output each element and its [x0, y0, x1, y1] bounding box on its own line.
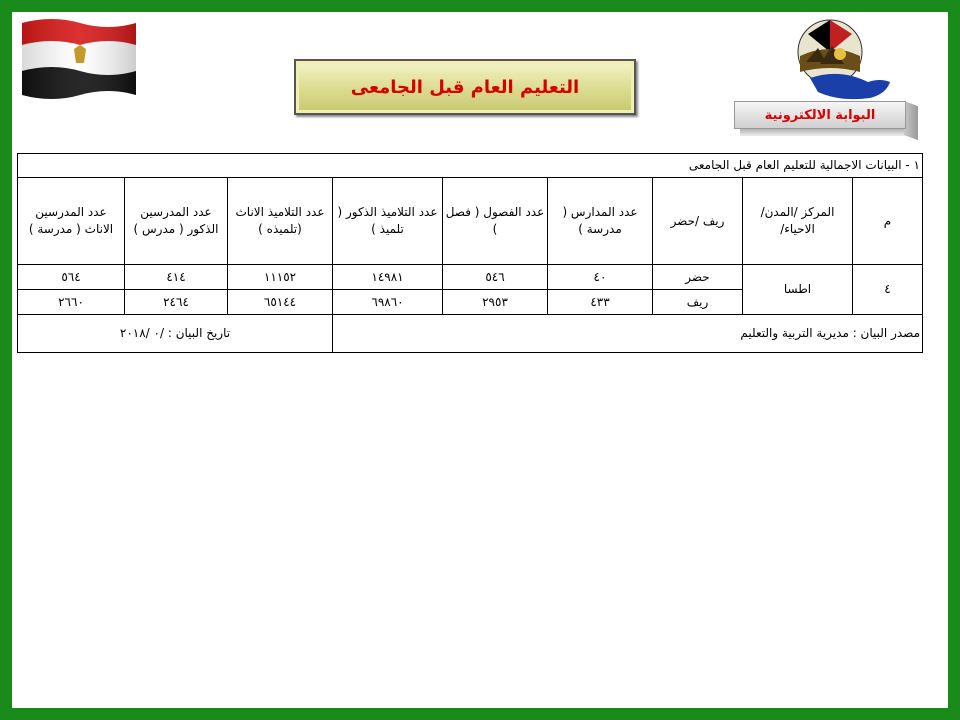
egypt-flag-icon [18, 15, 138, 99]
portal-label: البوابة الالكترونية [764, 107, 876, 123]
cell-area: ريف [653, 290, 743, 315]
header-m: م [853, 177, 923, 265]
cell-students-male: ١٤٩٨١ [333, 265, 443, 290]
data-source: مصدر البيان : مديرية التربية والتعليم [333, 315, 923, 353]
section-title: ١ - البيانات الاجمالية للتعليم العام قبل الجامعى [18, 154, 923, 178]
page-title: التعليم العام قبل الجامعى [350, 76, 580, 98]
cell-students-female: ٦٥١٤٤ [228, 290, 333, 315]
cell-area: حضر [653, 265, 743, 290]
header-center: المركز /المدن/الاحياء/ [743, 177, 853, 265]
table-row [18, 265, 923, 290]
cell-teachers-female: ٥٦٤ [18, 265, 125, 290]
cell-students-male: ٦٩٨٦٠ [333, 290, 443, 315]
portal-badge-shadow [740, 128, 918, 136]
header-teachers-male: عدد المدرسين الذكور ( مدرس ) [125, 177, 228, 265]
page-title-box [294, 59, 636, 115]
cell-schools: ٤٠ [548, 265, 653, 290]
header-teachers-female: عدد المدرسين الاناث ( مدرسة ) [18, 177, 125, 265]
page [12, 12, 948, 708]
cell-classes: ٥٤٦ [443, 265, 548, 290]
data-date: تاريخ البيان : /٠ /٢٠١٨ [18, 315, 333, 353]
portal-badge-face [734, 101, 906, 129]
portal-badge[interactable] [734, 101, 924, 137]
cell-students-female: ١١١٥٢ [228, 265, 333, 290]
portal-badge-side [904, 101, 918, 140]
cell-teachers-female: ٢٦٦٠ [18, 290, 125, 315]
header-students-female: عدد التلاميذ الاناث (تلميذه ) [228, 177, 333, 265]
education-table [17, 153, 923, 353]
cell-classes: ٢٩٥٣ [443, 290, 548, 315]
header-classes: عدد الفصول ( فصل ) [443, 177, 548, 265]
governorate-logo-icon [790, 12, 900, 104]
center-number: ٤ [853, 265, 923, 315]
cell-teachers-male: ٢٤٦٤ [125, 290, 228, 315]
header-students-male: عدد التلاميذ الذكور ( تلميذ ) [333, 177, 443, 265]
center-name: اطسا [743, 265, 853, 315]
cell-teachers-male: ٤١٤ [125, 265, 228, 290]
header-area: ريف /حضر [653, 177, 743, 265]
header-schools: عدد المدارس ( مدرسة ) [548, 177, 653, 265]
cell-schools: ٤٣٣ [548, 290, 653, 315]
